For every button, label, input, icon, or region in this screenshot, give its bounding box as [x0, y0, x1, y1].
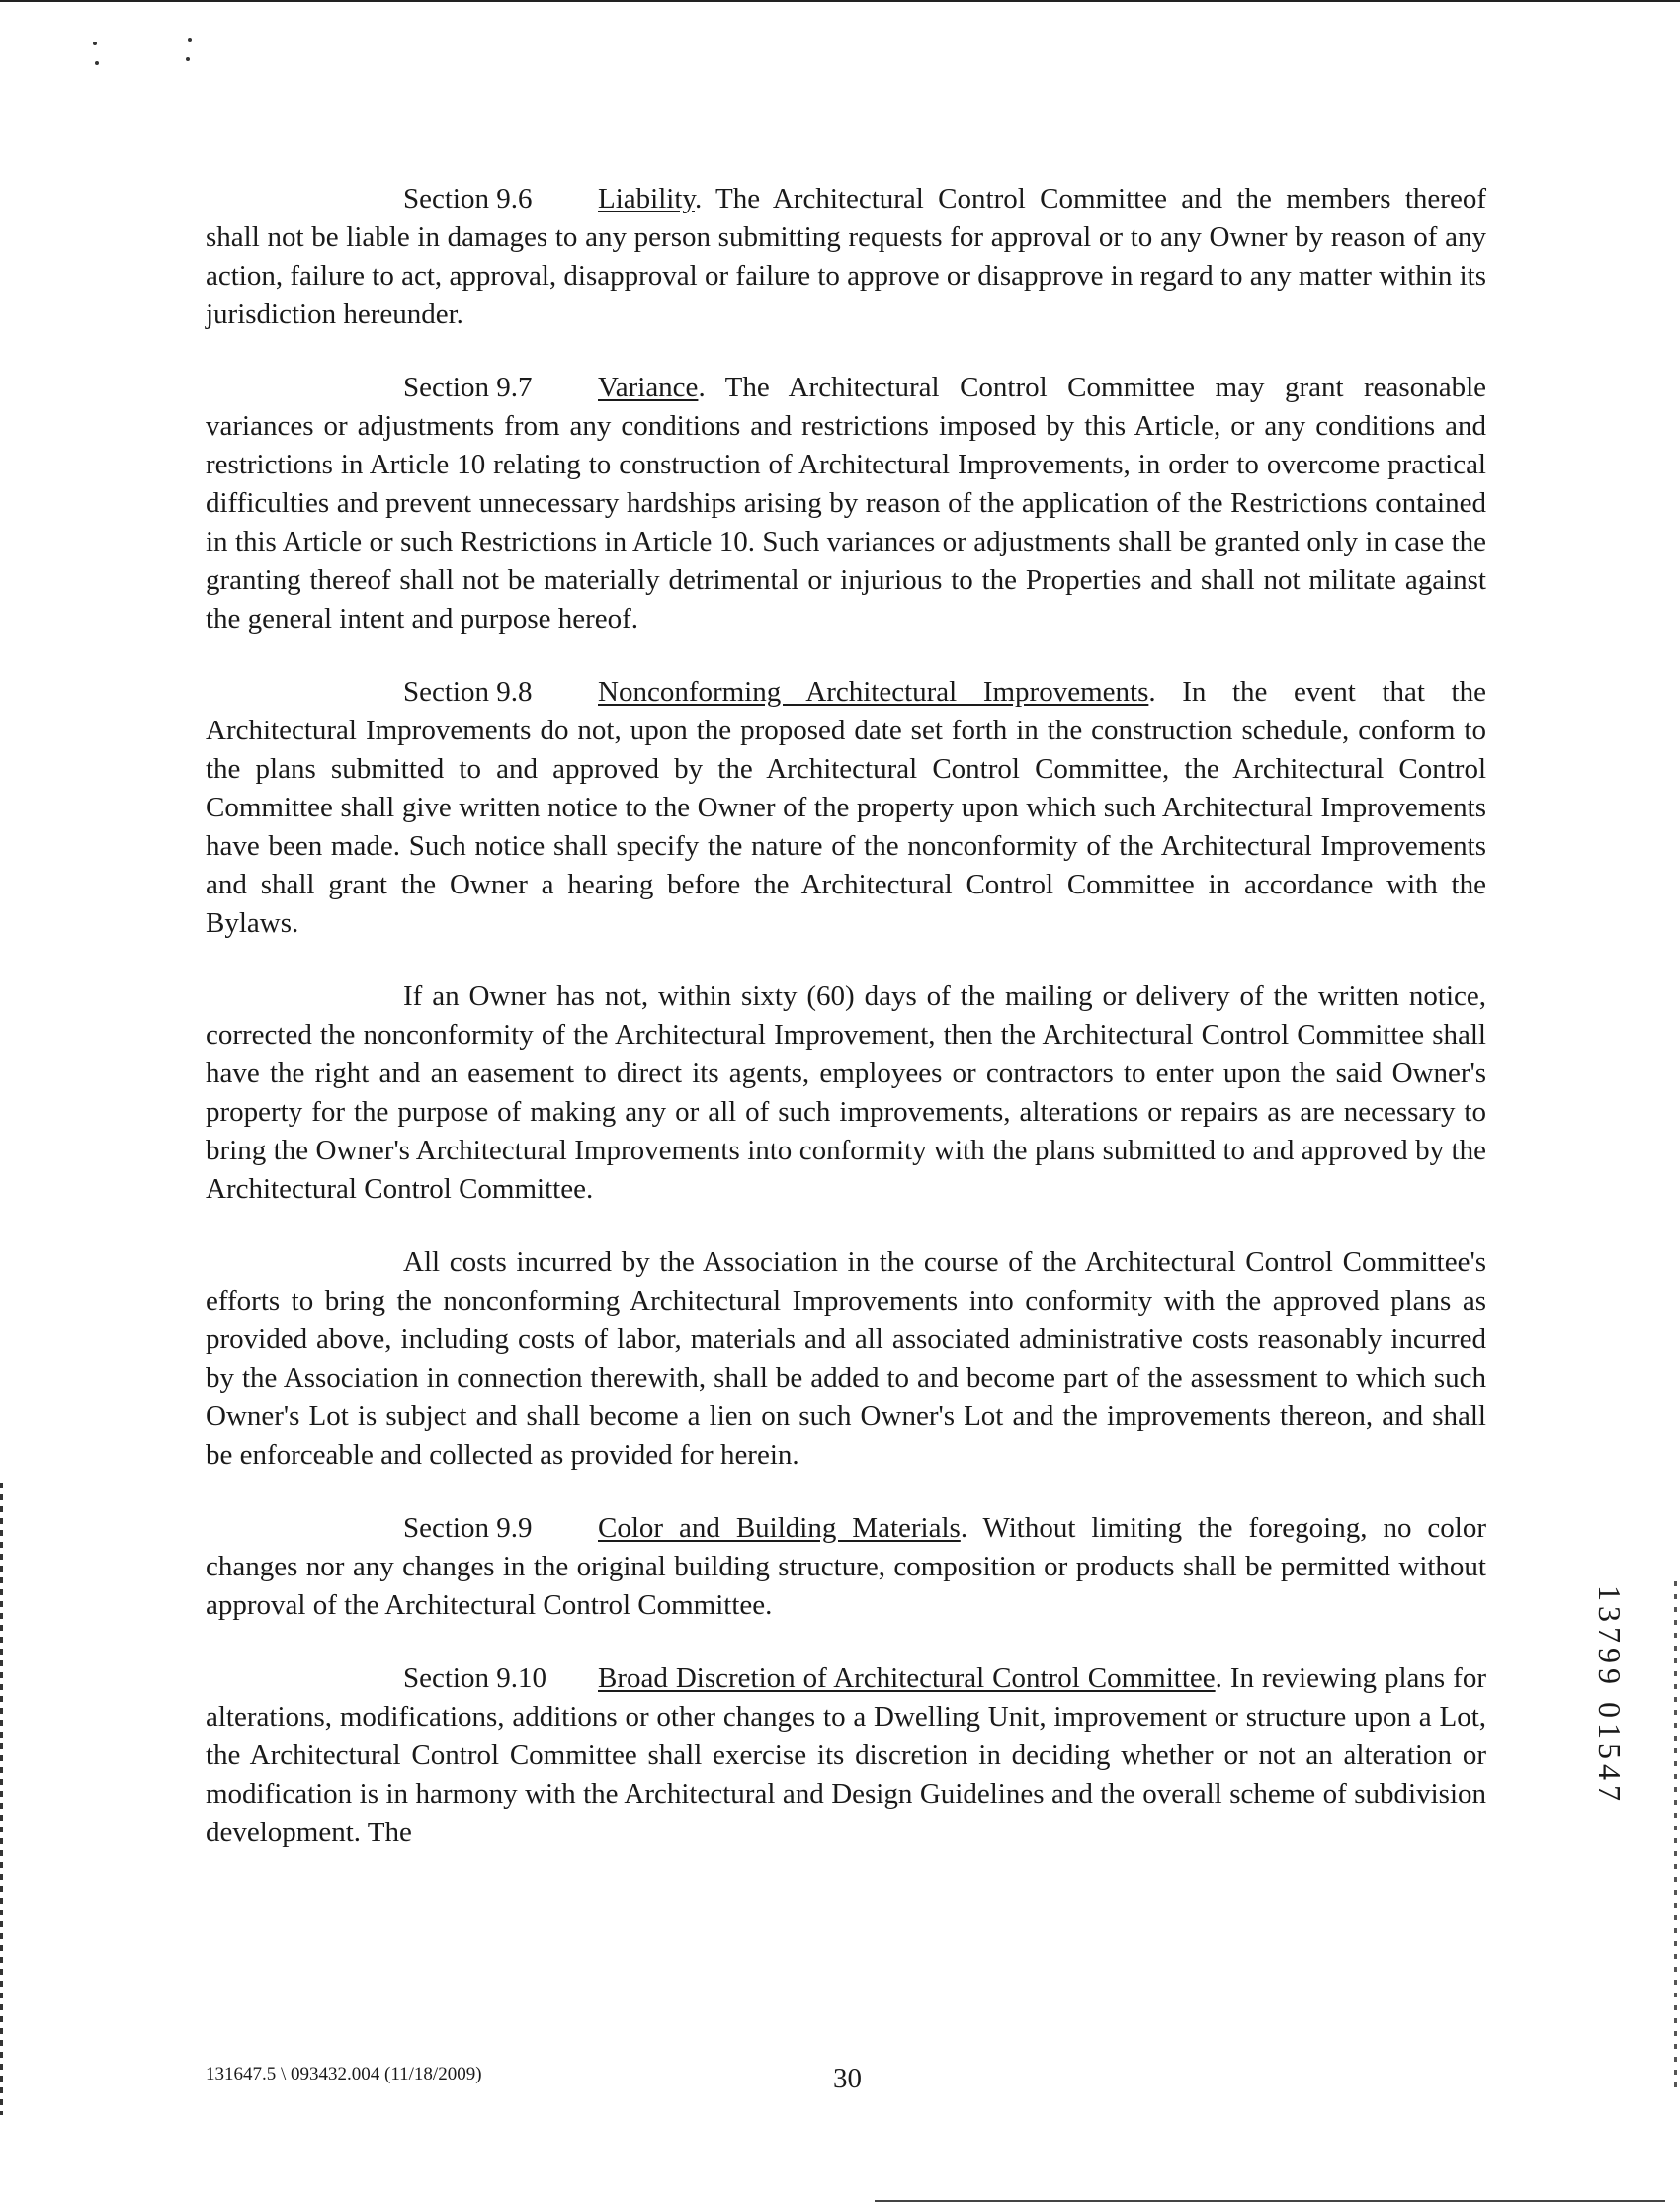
- section-9-7-paragraph: [206, 369, 1486, 638]
- section-heading: Variance: [598, 372, 699, 403]
- section-heading: Broad Discretion of Architectural Control Committee: [598, 1662, 1216, 1694]
- section-heading: Color and Building Materials: [598, 1512, 961, 1544]
- paragraph-text: . In reviewing plans for alterations, modifications, additions or other changes to a Dwelling Unit, improvement or structure upon a Lot, the Architectural Control Committee shall exercise its discretion in deciding whether or not an alteration or modification is in harmony with the Architectural and Design Guidelines and the overall scheme of subdivision development. The: [206, 1662, 1486, 1848]
- section-9-8-paragraph: [206, 673, 1486, 943]
- paragraph-text: . The Architectural Control Committee and the members thereof shall not be liable in damages to any person submitting requests for approval or to any Owner by reason of any action, failure to act, approval, disapproval or failure to approve or disapprove in regard to any matter within its jurisdiction hereunder.: [206, 183, 1486, 330]
- owner-notice-paragraph: [206, 977, 1486, 1209]
- recording-number-text: 13799 01547: [1592, 1585, 1628, 1806]
- paragraph-text: . In the event that the Architectural Improvements do not, upon the proposed date set forth in the construction schedule, conform to the plans submitted to and approved by the Architectural Control Committee, the Architectural Control Committee shall give written notice to the Owner of the property upon which such Architectural Improvements have been made. Such notice shall specify the nature of the nonconformity of the Architectural Improvements and shall grant the Owner a hearing before the Architectural Control Committee in accordance with the Bylaws.: [206, 676, 1486, 939]
- document-body: [206, 180, 1486, 1887]
- section-9-10-paragraph: [206, 1659, 1486, 1852]
- scan-speck: [186, 57, 190, 61]
- scan-speck: [93, 42, 97, 45]
- costs-paragraph: [206, 1243, 1486, 1475]
- paragraph-text: . Without limiting the foregoing, no color changes nor any changes in the original building structure, composition or products shall be permitted without approval of the Architectural Control Committee.: [206, 1512, 1486, 1621]
- page-number: 30: [833, 2063, 862, 2094]
- footer-document-reference: 131647.5 \ 093432.004 (11/18/2009): [206, 2064, 482, 2084]
- margin-recording-number: [1592, 1585, 1641, 1852]
- section-number: Section 9.6: [403, 183, 533, 214]
- scan-top-border: [0, 0, 1680, 2]
- scan-left-edge: [0, 1483, 3, 2115]
- scan-bottom-border: [875, 2200, 1665, 2202]
- section-9-9-paragraph: [206, 1509, 1486, 1625]
- scan-speck: [95, 61, 99, 65]
- scan-right-edge: [1674, 1581, 1677, 2095]
- section-number: Section 9.7: [403, 372, 533, 403]
- section-heading: Nonconforming Architectural Improvements: [598, 676, 1149, 708]
- paragraph-text: . The Architectural Control Committee may grant reasonable variances or adjustments from any conditions and restrictions imposed by this Article, or any conditions and restrictions in Article 10 relating to construction of Architectural Improvements, in order to overcome practical difficulties and prevent unnecessary hardships arising by reason of the application of the Restrictions contained in this Article or such Restrictions in Article 10. Such variances or adjustments shall be granted only in case the granting thereof shall not be materially detrimental or injurious to the Properties and shall not militate against the general intent and purpose hereof.: [206, 372, 1486, 635]
- scan-speck: [188, 38, 192, 42]
- section-heading: Liability: [598, 183, 695, 214]
- paragraph-text: If an Owner has not, within sixty (60) days of the mailing or delivery of the written notice, corrected the nonconformity of the Architectural Improvement, then the Architectural Control Committee shall have the right and an easement to direct its agents, employees or contractors to enter upon the said Owner's property for the purpose of making any or all of such improvements, alterations or repairs as are necessary to bring the Owner's Architectural Improvements into conformity with the plans submitted to and approved by the Architectural Control Committee.: [206, 980, 1486, 1205]
- section-number: Section 9.9: [403, 1512, 533, 1544]
- paragraph-text: All costs incurred by the Association in the course of the Architectural Control Committee's efforts to bring the nonconforming Architectural Improvements into conformity with the approved plans as provided above, including costs of labor, materials and all associated administrative costs reasonably incurred by the Association in connection therewith, shall be added to and become part of the assessment to which such Owner's Lot is subject and shall become a lien on such Owner's Lot and the improvements thereon, and shall be enforceable and collected as provided for herein.: [206, 1246, 1486, 1471]
- section-number: Section 9.10: [403, 1662, 546, 1694]
- section-9-6-paragraph: [206, 180, 1486, 334]
- section-number: Section 9.8: [403, 676, 533, 708]
